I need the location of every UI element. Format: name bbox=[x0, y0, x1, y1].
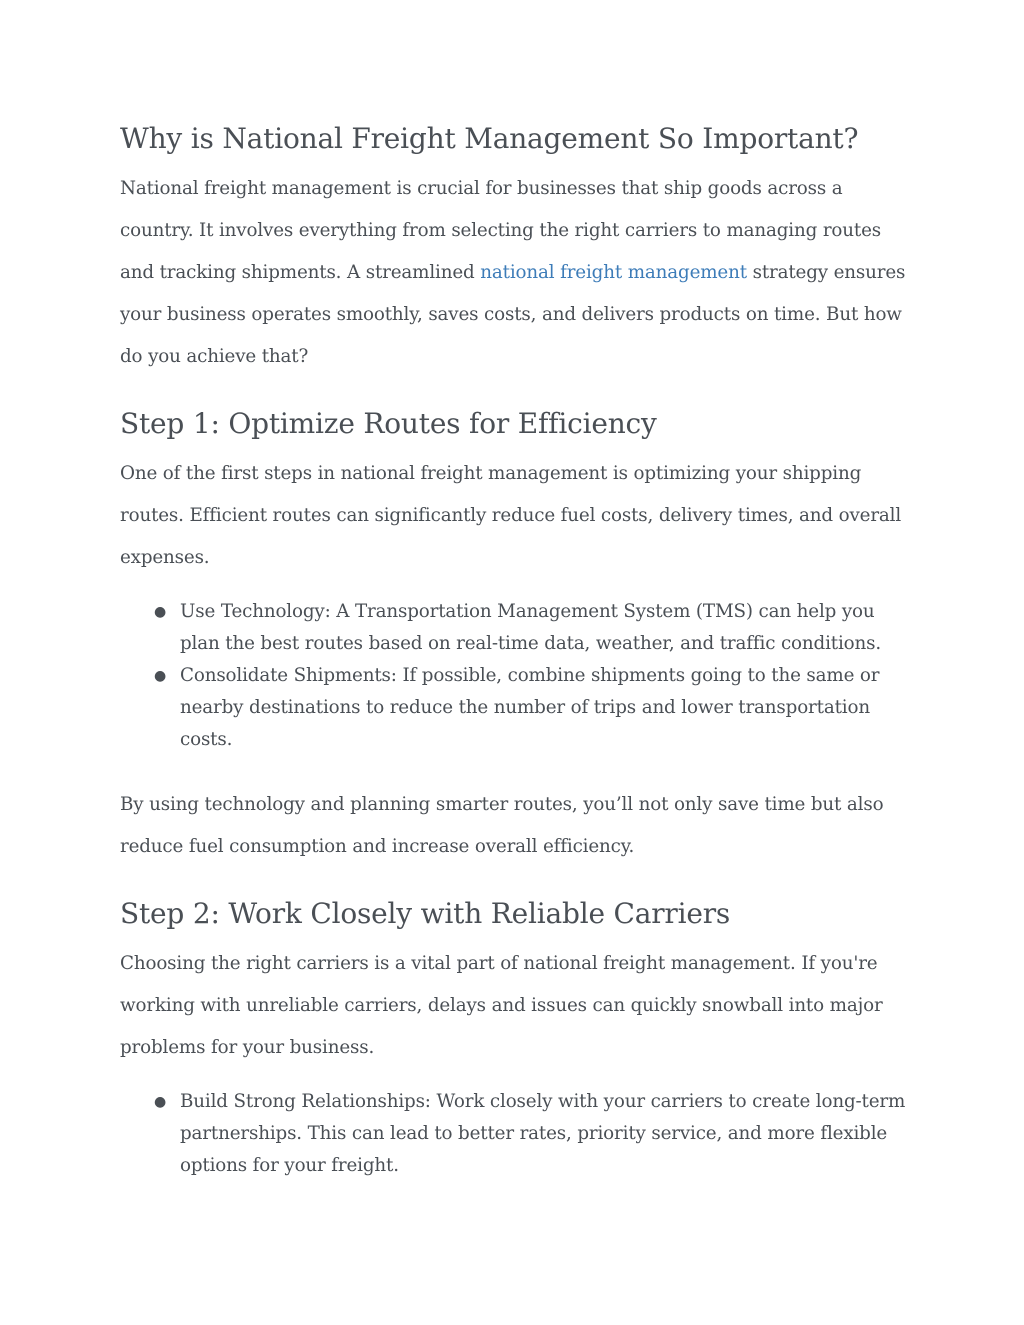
paragraph-text: strategy ensures your business operates smoothly, saves costs, and delivers products on time. But how do you achieve that? bbox=[120, 262, 906, 367]
bullet-icon: ● bbox=[154, 604, 167, 620]
step2-bullet-list bbox=[120, 1086, 910, 1182]
importance-paragraph bbox=[120, 168, 910, 378]
list-item bbox=[120, 660, 910, 756]
list-item-text: Build Strong Relationships: Work closely with your carriers to create long-term partnerships. This can lead to better rates, priority service, and more flexible options for your freight. bbox=[180, 1091, 906, 1176]
list-item bbox=[120, 596, 910, 660]
step1-intro-paragraph: One of the first steps in national freight management is optimizing your shipping routes. Efficient routes can significantly reduce fuel costs, delivery times, and overall expenses. bbox=[120, 463, 902, 568]
bullet-icon: ● bbox=[154, 668, 167, 684]
list-item-text: Use Technology: A Transportation Management System (TMS) can help you plan the best routes based on real-time data, weather, and traffic conditions. bbox=[180, 601, 882, 654]
step2-intro-paragraph: Choosing the right carriers is a vital part of national freight management. If you're working with unreliable carriers, delays and issues can quickly snowball into major problems for your business. bbox=[120, 953, 883, 1058]
national-freight-management-link[interactable]: national freight management bbox=[480, 262, 747, 283]
section-heading-step1: Step 1: Optimize Routes for Efficiency bbox=[120, 407, 657, 440]
list-item bbox=[120, 1086, 910, 1182]
section-heading-step2: Step 2: Work Closely with Reliable Carriers bbox=[120, 897, 731, 930]
paragraph-text: National freight management is crucial for businesses that ship goods across a country. It involves everything from selecting the right carriers to managing routes and tracking shipments. A streamlined bbox=[120, 178, 882, 283]
list-item-text: Consolidate Shipments: If possible, combine shipments going to the same or nearby destinations to reduce the number of trips and lower transportation costs. bbox=[180, 665, 880, 750]
bullet-icon: ● bbox=[154, 1094, 167, 1110]
step1-bullet-list bbox=[120, 596, 910, 756]
step1-outro-paragraph: By using technology and planning smarter routes, you’ll not only save time but also reduce fuel consumption and increase overall efficiency. bbox=[120, 794, 884, 857]
section-heading-importance: Why is National Freight Management So Important? bbox=[120, 122, 859, 155]
